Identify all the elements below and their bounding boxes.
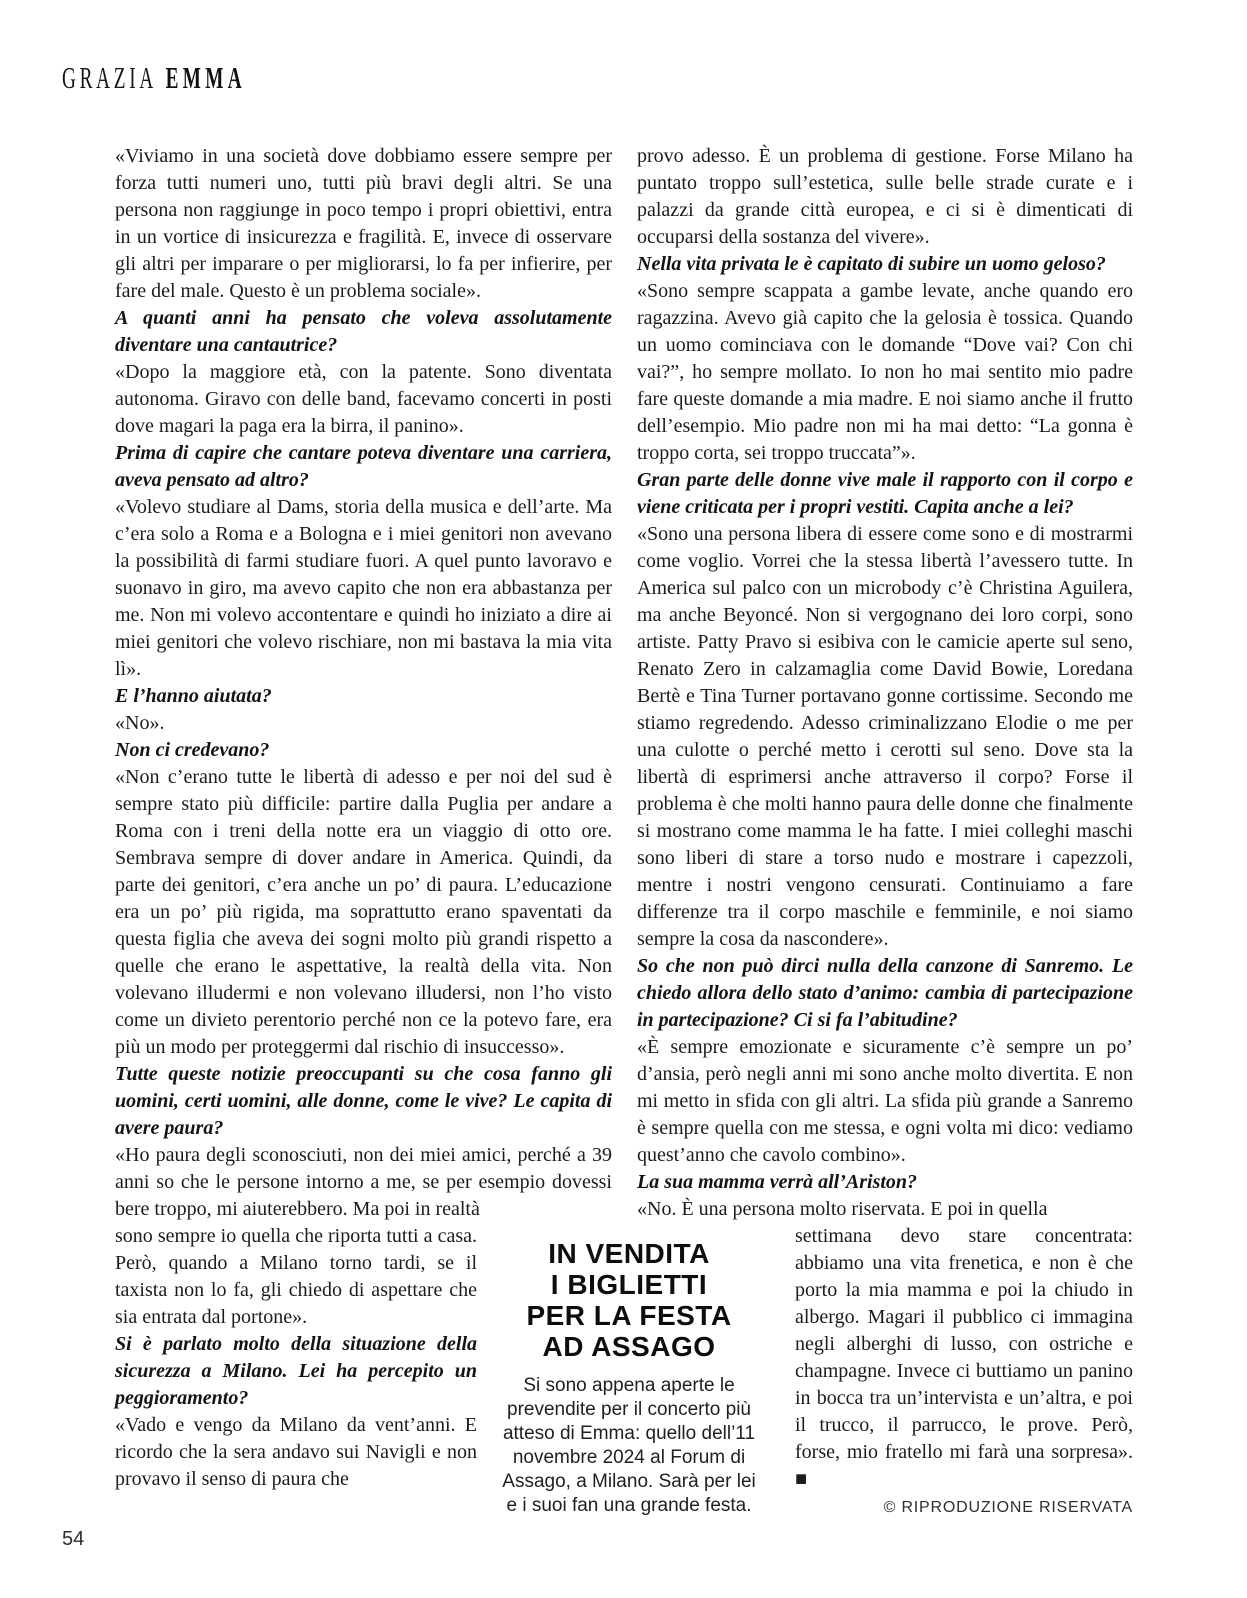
left-column-main <box>115 143 612 1223</box>
callout-title <box>499 1238 759 1362</box>
interview-question: Nella vita privata le è capitato di subire un uomo geloso? <box>637 253 1106 275</box>
interview-answer: «Non c’erano tutte le libertà di adesso e per noi del sud è sempre stato più difficile: partire dalla Puglia per andare a Roma con i treni della notte era un viaggio di otto ore. Sembrava sempre di dover andare in America. Quindi, da parte dei genitori, c’era anche un po’ di paura. L’educazione era un po’ più rigida, ma soprattutto erano spaventati da questa figlia che aveva dei sogni molto più grandi rispetto a quelle che erano le aspettative, la realtà della vita. Non volevano illudermi e non volevano illudersi, non l’ho visto come un divieto perentorio perché non ce la potevo fare, era più un modo per proteggermi dal rischio di insuccesso». <box>115 766 612 1058</box>
interview-answer: «È sempre emozionate e sicuramente c’è sempre un po’ d’ansia, però negli anni mi sono anche molto divertita. E non mi metto in sfida con gli altri. La sfida più grande a Sanremo è sempre quella con me stessa, e ogni volta mi dico: vediamo quest’anno che cavolo combino». <box>637 1036 1133 1166</box>
interview-question: La sua mamma verrà all’Ariston? <box>637 1171 918 1193</box>
callout-title-line: I BIGLIETTI <box>550 1269 708 1300</box>
interview-answer: sono sempre io quella che riporta tutti a casa. Però, quando a Milano torno tardi, se il taxista non lo fa, gli chiedo di aspettare che sia entrata dal portone». <box>115 1225 477 1328</box>
ticket-callout-box <box>499 1238 759 1518</box>
copyright-credit: © RIPRODUZIONE RISERVATA <box>883 1499 1133 1516</box>
interview-answer: «Viviamo in una società dove dobbiamo essere sempre per forza tutti numeri uno, tutti più bravi degli altri. Se una persona non raggiunge in poco tempo i propri obiettivi, entra in un vortice di insicurezza e fragilità. E, invece di osservare gli altri per imparare o per migliorarsi, lo fa per infierire, per fare del male. Questo è un problema sociale». <box>115 145 612 302</box>
left-column-narrow <box>115 1223 477 1493</box>
callout-title-line: PER LA FESTA <box>526 1300 732 1331</box>
interview-answer: «Sono sempre scappata a gambe levate, anche quando ero ragazzina. Avevo già capito che la gelosia è tossica. Quando un uomo cominciava con le domande “Dove vai? Con chi vai?”, ho sempre mollato. Io non ho mai sentito mio padre fare queste domande a mia madre. E noi siamo anche il frutto dell’esempio. Mio padre non mi ha mai detto: “La gonna è troppo corta, sei troppo truccata”». <box>637 280 1133 464</box>
interview-answer: «No. È una persona molto riservata. E poi in quella <box>637 1198 1048 1220</box>
right-column-main <box>637 143 1133 1223</box>
interview-answer: «No». <box>115 712 165 734</box>
interview-question: A quanti anni ha pensato che voleva assolutamente diventare una cantautrice? <box>115 307 612 356</box>
interview-answer: «Ho paura degli sconosciuti, non dei miei amici, perché a 39 anni so che le persone intorno a me, se per esempio dovessi bere troppo, mi aiuterebbero. Ma poi in realtà <box>115 1144 612 1220</box>
interview-question: Tutte queste notizie preoccupanti su che cosa fanno gli uomini, certi uomini, alle donne, come le vive? Le capita di avere paura? <box>115 1063 612 1139</box>
callout-title-line: AD ASSAGO <box>542 1331 716 1362</box>
page-number: 54 <box>62 1528 85 1550</box>
section-title: EMMA <box>165 60 246 95</box>
interview-question: Gran parte delle donne vive male il rapporto con il corpo e viene criticata per i propri vestiti. Capita anche a lei? <box>637 469 1133 518</box>
page-header <box>62 60 246 96</box>
interview-answer: «Vado e vengo da Milano da vent’anni. E ricordo che la sera andavo sui Navigli e non provavo il senso di paura che <box>115 1414 477 1490</box>
callout-body: Si sono appena aperte le prevendite per il concerto più atteso di Emma: quello dell’11 novembre 2024 al Forum di Assago, a Milano. Sarà per lei e i suoi fan una grande festa. <box>502 1375 756 1516</box>
interview-question: Prima di capire che cantare poteva diventare una carriera, aveva pensato ad altro? <box>115 442 612 491</box>
interview-question: Non ci credevano? <box>115 739 270 761</box>
callout-title-line: IN VENDITA <box>548 1238 710 1269</box>
magazine-logo: GRAZIA <box>62 60 157 95</box>
interview-answer: «Volevo studiare al Dams, storia della musica e dell’arte. Ma c’era solo a Roma e a Bologna e i miei genitori non avevano la possibilità di farmi studiare fuori. A quel punto lavoravo e suonavo in giro, ma avevo capito che non era abbastanza per me. Non mi volevo accontentare e quindi ho iniziato a dire ai miei genitori che volevo rischiare, non mi bastava la mia vita lì». <box>115 496 612 680</box>
interview-question: Si è parlato molto della situazione della sicurezza a Milano. Lei ha percepito un peggioramento? <box>115 1333 477 1409</box>
interview-answer: «Dopo la maggiore età, con la patente. Sono diventata autonoma. Giravo con delle band, facevamo concerti in posti dove magari la paga era la birra, il panino». <box>115 361 612 437</box>
right-column-narrow <box>795 1223 1133 1493</box>
interview-answer: «Sono una persona libera di essere come sono e di mostrarmi come voglio. Vorrei che la stessa libertà l’avessero tutte. In America sul palco con un microbody c’è Christina Aguilera, ma anche Beyoncé. Non si vergognano dei loro corpi, sono artiste. Patty Pravo si esibiva con le camicie aperte sul seno, Renato Zero in calzamaglia come David Bowie, Loredana Bertè e Tina Turner portavano gonne cortissime. Secondo me stiamo regredendo. Adesso criminalizzano Elodie o me per una culotte o perché metto i cerotti sul seno. Dove sta la libertà di esprimersi anche attraverso il corpo? Forse il problema è che molti hanno paura delle donne che finalmente si mostrano come mamma le ha fatte. I miei colleghi maschi sono liberi di stare a torso nudo e mostrare i capezzoli, mentre i nostri vengono censurati. Continuiamo a fare differenze tra il corpo maschile e femminile, e noi siamo sempre la cosa da nascondere». <box>637 523 1133 950</box>
interview-question: E l’hanno aiutata? <box>115 685 272 707</box>
interview-answer: settimana devo stare concentrata: abbiamo una vita frenetica, e non è che porto la mia mamma e poi la chiudo in albergo. Magari il pubblico ci immagina negli alberghi di lusso, con ostriche e champagne. Invece ci buttiamo un panino in bocca tra un’intervista e un’altra, e poi il trucco, il parrucco, le prove. Però, forse, mio fratello mi farà una sorpresa». ■ <box>795 1225 1133 1490</box>
interview-answer: provo adesso. È un problema di gestione. Forse Milano ha puntato troppo sull’estetica, sulle belle strade curate e i palazzi da grande città europea, e ci si è dimenticati di occuparsi della sostanza del vivere». <box>637 145 1133 248</box>
interview-question: So che non può dirci nulla della canzone di Sanremo. Le chiedo allora dello stato d’animo: cambia di partecipazione in partecipazione? Ci si fa l’abitudine? <box>637 955 1133 1031</box>
